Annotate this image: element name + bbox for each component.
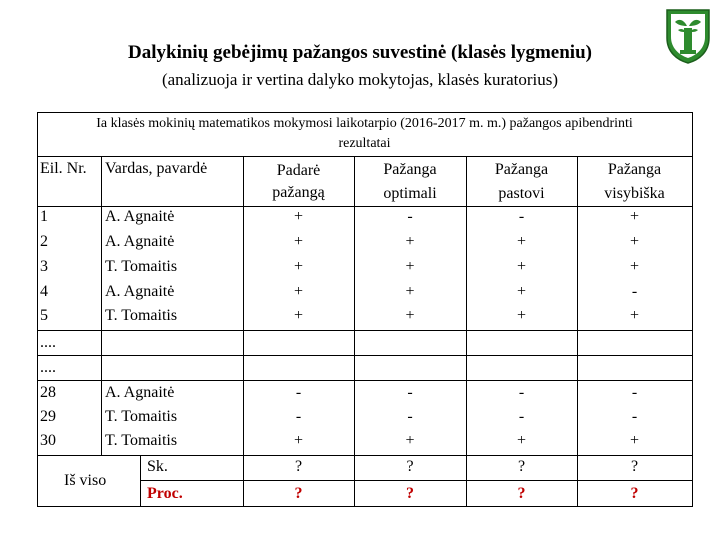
caption-line-1: Ia klasės mokinių matematikos mokymosi laikotarpio (2016-2017 m. m.) pažangos apibendrinti	[96, 116, 633, 131]
header-stable-line-1: Pažanga	[494, 161, 549, 178]
cell-nr: 28	[40, 384, 56, 401]
cell-optimal: +	[405, 307, 415, 324]
totals-percent-label: Proc.	[147, 485, 183, 502]
totals-percent-full: ?	[630, 485, 639, 502]
cell-name: T. Tomaitis	[105, 258, 178, 275]
cell-made: +	[293, 258, 304, 275]
cell-full: +	[629, 307, 640, 324]
cell-full: +	[629, 258, 640, 275]
caption	[37, 114, 692, 154]
cell-stable: +	[516, 432, 527, 449]
cell-optimal: +	[405, 233, 415, 250]
cell-made: +	[293, 432, 304, 449]
header-stable-line-2: pastovi	[498, 185, 545, 202]
cell-stable: +	[516, 307, 527, 324]
cell-name: A. Agnaitė	[105, 233, 175, 250]
cell-nr: 1	[40, 208, 48, 225]
cell-stable: +	[516, 283, 527, 300]
cell-nr: 4	[40, 283, 48, 300]
cell-name: A. Agnaitė	[105, 283, 175, 300]
cell-nr: ....	[40, 334, 56, 351]
totals-count-full: ?	[630, 458, 639, 475]
header-optimal-line-1: Pažanga	[383, 161, 437, 178]
header-full-line-1: Pažanga	[607, 161, 662, 178]
cell-optimal: -	[407, 384, 413, 401]
header-made-line-1: Padarė	[276, 162, 321, 179]
cell-full: +	[629, 233, 640, 250]
cell-name: T. Tomaitis	[105, 408, 178, 425]
totals-percent-stable: ?	[517, 485, 526, 502]
cell-name: A. Agnaitė	[105, 384, 175, 401]
cell-name: T. Tomaitis	[105, 307, 178, 324]
cell-full: +	[629, 208, 640, 225]
cell-optimal: -	[407, 208, 413, 225]
grid-line	[37, 455, 693, 456]
cell-nr: 3	[40, 258, 48, 275]
cell-stable: -	[518, 408, 525, 425]
cell-made: +	[293, 233, 304, 250]
coat-of-arms-icon	[665, 8, 711, 64]
cell-full: -	[631, 408, 638, 425]
cell-made: +	[293, 283, 304, 300]
cell-made: +	[293, 307, 304, 324]
cell-nr: 5	[40, 307, 48, 324]
column-header-stable	[466, 158, 577, 206]
cell-stable: +	[516, 258, 527, 275]
grid-line	[37, 330, 693, 331]
cell-optimal: -	[407, 408, 413, 425]
grid-line	[37, 206, 693, 207]
column-header-nr: Eil. Nr.	[40, 160, 87, 177]
cell-nr: ....	[40, 359, 56, 376]
header-full-line-2: visybiška	[604, 185, 665, 202]
cell-full: -	[631, 384, 638, 401]
cell-stable: +	[516, 233, 527, 250]
totals-count-made: ?	[294, 458, 303, 475]
column-header-full	[577, 158, 692, 206]
header-optimal-line-2: optimali	[383, 185, 437, 202]
cell-stable: -	[518, 208, 525, 225]
grid-line	[101, 156, 102, 456]
grid-line	[37, 156, 693, 157]
grid-line	[37, 355, 693, 356]
cell-nr: 2	[40, 233, 48, 250]
cell-optimal: +	[405, 258, 415, 275]
column-header-optimal	[354, 158, 466, 206]
totals-count-label: Sk.	[147, 458, 168, 475]
column-header-made	[243, 160, 354, 204]
cell-full: -	[631, 283, 638, 300]
column-header-name: Vardas, pavardė	[105, 160, 208, 177]
cell-made: -	[295, 408, 302, 425]
cell-optimal: +	[405, 432, 415, 449]
cell-made: +	[293, 208, 304, 225]
cell-optimal: +	[405, 283, 415, 300]
frame-right	[692, 112, 693, 507]
cell-made: -	[295, 384, 302, 401]
totals-count-optimal: ?	[406, 458, 414, 475]
cell-full: +	[629, 432, 640, 449]
totals-label: Iš viso	[64, 472, 107, 489]
grid-line	[37, 380, 693, 381]
totals-percent-made: ?	[294, 485, 303, 502]
cell-nr: 29	[40, 408, 56, 425]
page-subtitle: (analizuoja ir vertina dalyko mokytojas, klasės kuratorius)	[161, 70, 559, 89]
header-made-line-2: pažangą	[272, 184, 325, 201]
page-title: Dalykinių gebėjimų pažangos suvestinė (klasės lygmeniu)	[128, 42, 592, 63]
cell-stable: -	[518, 384, 525, 401]
cell-name: T. Tomaitis	[105, 432, 178, 449]
frame-top	[37, 112, 693, 113]
totals-count-stable: ?	[517, 458, 526, 475]
frame-left	[37, 112, 38, 507]
frame-bottom	[37, 506, 693, 507]
cell-nr: 30	[40, 432, 56, 449]
totals-percent-optimal: ?	[406, 485, 414, 502]
cell-name: A. Agnaitė	[105, 208, 175, 225]
caption-line-2: rezultatai	[338, 136, 391, 151]
grid-line	[140, 455, 141, 506]
grid-line	[140, 480, 693, 481]
